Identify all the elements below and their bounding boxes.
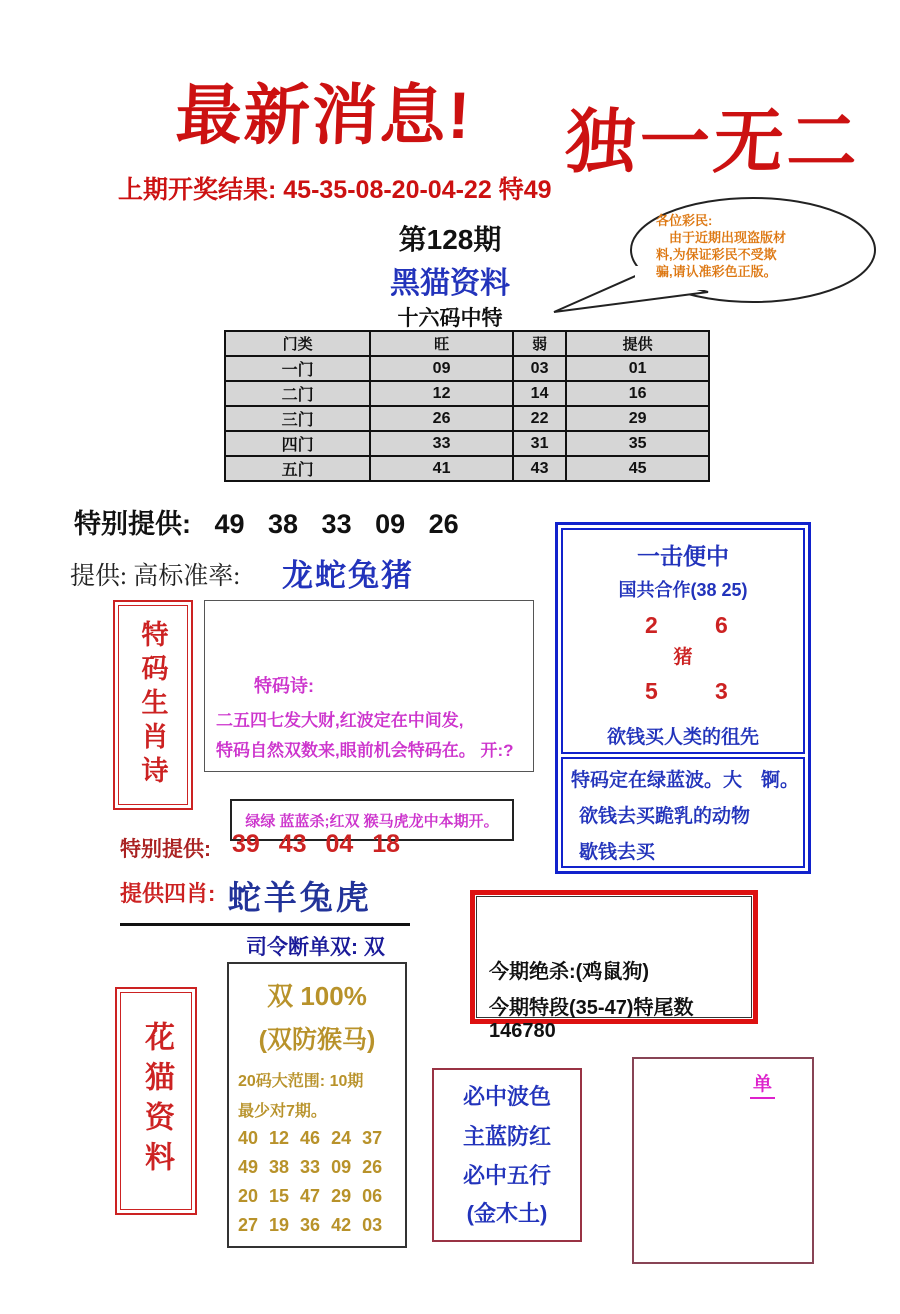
wave-hint-section: [561, 757, 805, 868]
cell: 43: [513, 456, 566, 481]
one-hit-section: [561, 528, 805, 754]
one-hit-subtitle: 国共合作(38 25): [618, 580, 748, 600]
kill-zodiac-box: [470, 890, 758, 1042]
cell: 二门: [225, 381, 370, 406]
must-hit-line: 主蓝防红: [462, 1124, 551, 1149]
wave-hint-line: 歇钱去买: [579, 841, 656, 863]
one-hit-number: 2: [645, 612, 658, 638]
shengxiao-poem-box: [113, 600, 193, 810]
table-row: [225, 381, 709, 406]
shengxiao-poem-title: 特码生肖诗: [137, 620, 168, 790]
bubble-line: 由于近期出现盗版材: [656, 230, 787, 245]
poem-line: 特码自然双数来,眼前机会特码在。 开:?: [216, 741, 514, 760]
kill-zodiac-line: 今期绝杀:(鸡鼠狗): [489, 961, 649, 983]
page-title-part1: 最新消息!: [174, 78, 474, 152]
double-100-title: 双 100%: [267, 981, 367, 1011]
shengxiao-poem-box-inner: [118, 605, 188, 805]
wave-hint-line: 欲钱去买跪乳的动物: [579, 805, 751, 827]
col-header: 旺: [370, 331, 513, 356]
must-hit-line: 必中波色: [462, 1084, 551, 1109]
huamao-info-box-inner: [120, 992, 192, 1210]
commander-odd-even: 司令断单双: 双: [246, 936, 385, 959]
cell: 29: [566, 406, 709, 431]
cell: 03: [513, 356, 566, 381]
one-hit-number: 5: [645, 678, 658, 704]
table-row: [225, 356, 709, 381]
poem-line: 二五四七发大财,红波定在中间发,: [216, 711, 464, 730]
color-kill-text: 绿绿 蓝蓝杀;红双 猴马虎龙中本期开。: [245, 812, 499, 830]
number-row: 20 15 47 29 06: [238, 1186, 383, 1206]
cell: 四门: [225, 431, 370, 456]
double-100-subtitle: (双防猴马): [258, 1026, 376, 1054]
double-100-min: 最少对7期。: [238, 1103, 327, 1120]
col-header: 门类: [225, 331, 370, 356]
cell: 16: [566, 381, 709, 406]
huamao-info-box: [115, 987, 197, 1215]
cell: 35: [566, 431, 709, 456]
cell: 01: [566, 356, 709, 381]
poem-title: 特码诗:: [254, 676, 314, 696]
bubble-line: 各位彩民:: [656, 213, 713, 228]
double-100-box: [227, 962, 407, 1248]
single-box: [632, 1057, 814, 1264]
four-zodiac-label: 提供四肖:: [120, 881, 216, 906]
wave-hint-line: 特码定在绿蓝波。大 锕。: [571, 769, 800, 791]
table-row: [225, 456, 709, 481]
cell: 五门: [225, 456, 370, 481]
special-provide-1: 特别提供: 49 38 33 09 26: [74, 509, 459, 539]
cell: 14: [513, 381, 566, 406]
cell: 三门: [225, 406, 370, 431]
number-row: 49 38 33 09 26: [238, 1157, 383, 1177]
one-hit-bottom-hint: 欲钱买人类的徂先: [606, 727, 759, 748]
table-header-row: [225, 331, 709, 356]
col-header: 弱: [513, 331, 566, 356]
sixteen-codes-table: [224, 330, 710, 482]
one-hit-box: [555, 522, 811, 874]
cell: 12: [370, 381, 513, 406]
bubble-line: 骗,请认准彩色正版。: [656, 264, 777, 279]
cell: 31: [513, 431, 566, 456]
single-label: 单: [750, 1069, 775, 1099]
must-hit-line: 必中五行: [462, 1163, 551, 1188]
one-hit-animal: 猪: [673, 647, 693, 668]
page-title-part2: 独一无二: [562, 103, 865, 181]
cell: 26: [370, 406, 513, 431]
four-zodiac-line: [120, 872, 410, 926]
source-name: 黑猫资料: [390, 267, 510, 300]
cell: 45: [566, 456, 709, 481]
one-hit-title: 一击便中: [637, 543, 729, 569]
cell: 22: [513, 406, 566, 431]
must-hit-line: (金木土): [466, 1201, 548, 1226]
cell: 33: [370, 431, 513, 456]
four-zodiac-value: 蛇羊兔虎: [227, 879, 372, 916]
special-provide-2-label: 特别提供:: [120, 838, 211, 861]
special-segment-line: 今期特段(35-47)特尾数 146780: [489, 997, 694, 1042]
cell: 一门: [225, 356, 370, 381]
table-row: [225, 406, 709, 431]
special-provide-2-numbers: 39 43 04 18: [232, 830, 401, 858]
must-hit-box: [432, 1068, 582, 1242]
number-row: 27 19 36 42 03: [238, 1215, 383, 1235]
kill-zodiac-box-inner: [476, 896, 752, 1042]
table-row: [225, 431, 709, 456]
table-title: 十六码中特: [397, 307, 503, 330]
provide-zodiacs: 龙蛇兔猪: [282, 558, 414, 593]
last-draw-result: 上期开奖结果: 45-35-08-20-04-22 特49: [118, 176, 552, 204]
double-100-range: 20码大范围: 10期: [238, 1073, 364, 1090]
one-hit-number: 6: [715, 612, 728, 638]
issue-number: 第128期: [398, 224, 502, 255]
cell: 41: [370, 456, 513, 481]
bubble-line: 料,为保证彩民不受欺: [656, 247, 777, 262]
cell: 09: [370, 356, 513, 381]
provide-label: 提供: 高标准率:: [70, 563, 241, 590]
col-header: 提供: [566, 331, 709, 356]
huamao-info-title: 花猫资料: [140, 1021, 173, 1181]
number-row: 40 12 46 24 37: [238, 1128, 383, 1148]
one-hit-number: 3: [715, 678, 728, 704]
